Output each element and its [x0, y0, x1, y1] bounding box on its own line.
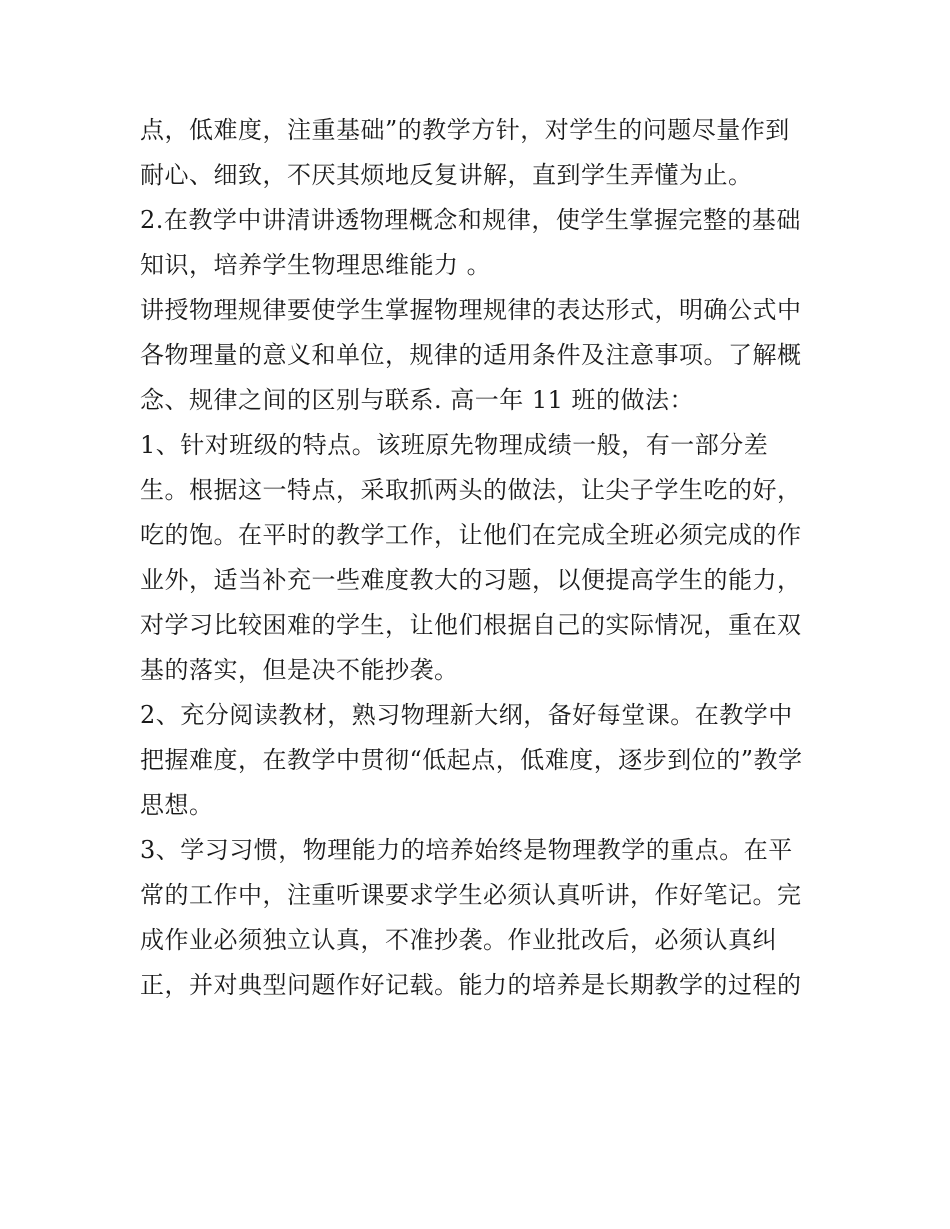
text-line: 基的落实，但是决不能抄袭。 [140, 656, 459, 684]
text-line: 2.在教学中讲清讲透物理概念和规律，使学生掌握完整的基础 [140, 206, 801, 234]
text-line: 生。根据这一特点，采取抓两头的做法，让尖子学生吃的好， [140, 476, 802, 504]
document-body [140, 108, 820, 1008]
text-line: 业外，适当补充一些难度教大的习题，以便提高学生的能力， [140, 566, 802, 594]
text-line: 成作业必须独立认真，不准抄袭。作业批改后，必须认真纠 [140, 926, 777, 954]
text-line: 正，并对典型问题作好记载。能力的培养是长期教学的过程的 [140, 971, 802, 999]
text-line: 各物理量的意义和单位，规律的适用条件及注意事项。了解概 [140, 341, 802, 369]
text-line: 1、针对班级的特点。该班原先物理成绩一般，有一部分差 [140, 431, 769, 459]
text-line: 知识，培养学生物理思维能力 。 [140, 251, 492, 279]
text-line: 常的工作中，注重听课要求学生必须认真听讲，作好笔记。完 [140, 881, 802, 909]
text-line: 耐心、细致，不厌其烦地反复讲解，直到学生弄懂为止。 [140, 161, 753, 189]
text-line: 2、充分阅读教材，熟习物理新大纲，备好每堂课。在教学中 [140, 701, 793, 729]
text-line: 把握难度，在教学中贯彻“低起点，低难度，逐步到位的”教学 [140, 746, 803, 774]
text-line: 讲授物理规律要使学生掌握物理规律的表达形式，明确公式中 [140, 296, 802, 324]
text-line: 对学习比较困难的学生，让他们根据自己的实际情况，重在双 [140, 611, 802, 639]
text-line: 3、学习习惯，物理能力的培养始终是物理教学的重点。在平 [140, 836, 793, 864]
text-line: 思想。 [140, 791, 214, 819]
text-line: 点，低难度，注重基础”的教学方针，对学生的问题尽量作到 [140, 116, 790, 144]
text-line: 念、规律之间的区别与联系. 高一年 11 班的做法： [140, 386, 695, 414]
text-line: 吃的饱。在平时的教学工作，让他们在完成全班必须完成的作 [140, 521, 802, 549]
